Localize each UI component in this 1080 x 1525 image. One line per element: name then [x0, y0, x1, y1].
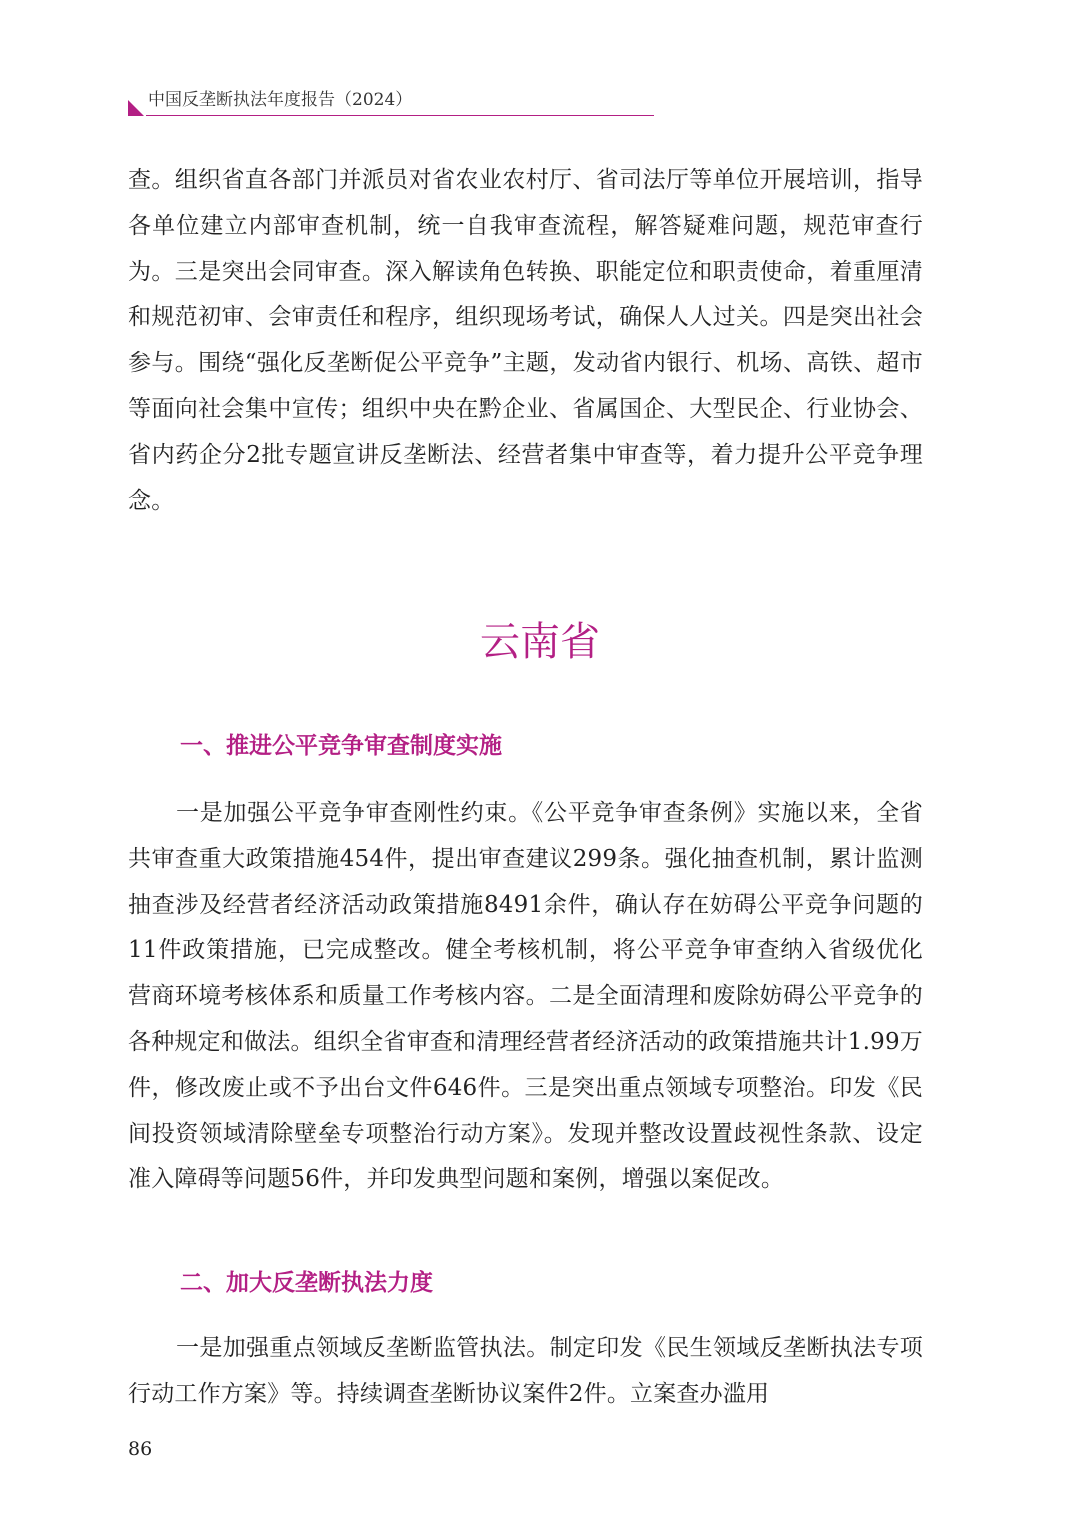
- section-2-heading: 二、加大反垄断执法力度: [180, 1270, 433, 1296]
- running-title: 中国反垄断执法年度报告（2024）: [148, 90, 413, 110]
- running-header: [128, 88, 654, 120]
- page-number: 86: [128, 1438, 153, 1460]
- header-triangle-icon: [128, 100, 144, 116]
- section-1-body: 一是加强公平竞争审查刚性约束。《公平竞争审查条例》实施以来，全省共审查重大政策措施454件，提出审查建议299条。强化抽查机制，累计监测抽查涉及经营者经济活动政策措施8491余件，确认存在妨碍公平竞争问题的11件政策措施，已完成整改。健全考核机制，将公平竞争审查纳入省级优化营商环境考核体系和质量工作考核内容。二是全面清理和废除妨碍公平竞争的各种规定和做法。组织全省审查和清理经营者经济活动的政策措施共计1.99万件，修改废止或不予出台文件646件。三是突出重点领域专项整治。印发《民间投资领域清除壁垒专项整治行动方案》。发现并整改设置歧视性条款、设定准入障碍等问题56件，并印发典型问题和案例，增强以案促改。: [128, 800, 923, 1193]
- section-1-heading: 一、推进公平竞争审查制度实施: [180, 733, 502, 759]
- section-2-body: 一是加强重点领域反垄断监管执法。制定印发《民生领域反垄断执法专项行动工作方案》等。持续调查垄断协议案件2件。立案查办滥用: [128, 1335, 923, 1407]
- province-title: 云南省: [480, 619, 600, 665]
- header-rule: [146, 115, 654, 116]
- intro-paragraph: 查。组织省直各部门并派员对省农业农村厅、省司法厅等单位开展培训，指导各单位建立内部审查机制，统一自我审查流程，解答疑难问题，规范审查行为。三是突出会同审查。深入解读角色转换、职能定位和职责使命，着重厘清和规范初审、会审责任和程序，组织现场考试，确保人人过关。四是突出社会参与。围绕“强化反垄断促公平竞争”主题，发动省内银行、机场、高铁、超市等面向社会集中宣传；组织中央在黔企业、省属国企、大型民企、行业协会、省内药企分2批专题宣讲反垄断法、经营者集中审查等，着力提升公平竞争理念。: [128, 167, 923, 514]
